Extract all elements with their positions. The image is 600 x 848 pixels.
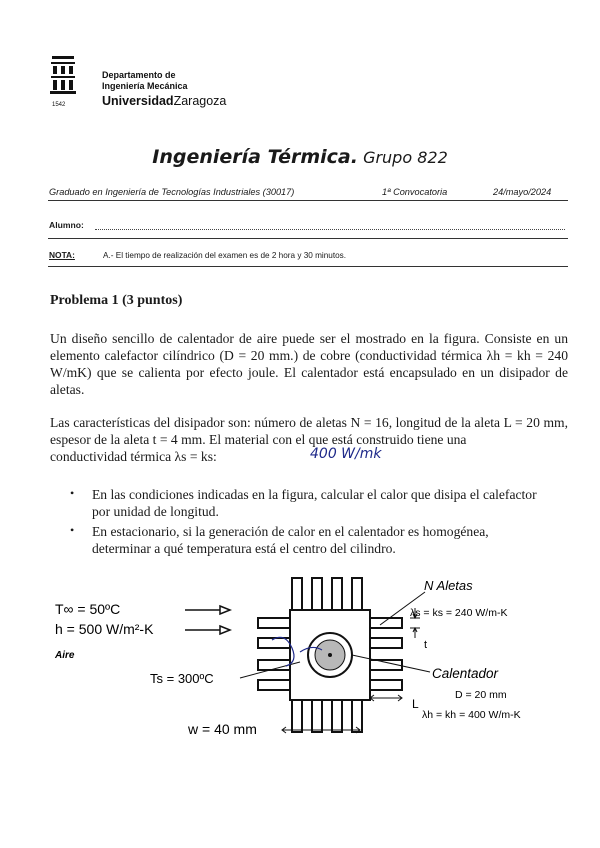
bullet-2-text: En estacionario, si la generación de calor en el calentador es homogénea, determinar a qué temperatura está el centro del cilindro. — [92, 524, 489, 556]
university-logo — [48, 54, 248, 110]
bullet-dot-icon: • — [70, 523, 75, 537]
bullet-dot-icon: • — [70, 486, 75, 500]
exam-title-group: Grupo 822 — [363, 148, 448, 167]
w-label: w = 40 mm — [188, 721, 257, 737]
heat-sink-diagram — [0, 570, 600, 770]
exam-date: 24/mayo/2024 — [493, 187, 552, 197]
ts-label: Ts = 300ºC — [150, 671, 214, 686]
flow-arrows — [185, 606, 230, 634]
bullet-1-text: En las condiciones indicadas en la figura, calcular el calor que disipa el calefactor por unidad de longitud. — [92, 487, 537, 519]
exam-title — [0, 146, 600, 168]
problem-paragraph-2: Las características del disipador son: número de aletas N = 16, longitud de la aleta L = 20 mm, espesor de la aleta t = 4 mm. El material con el que está construido tiene una — [50, 415, 568, 447]
handwritten-marks — [272, 637, 322, 666]
exam-call: 1ª Convocatoria — [382, 187, 448, 197]
air-label: Aire — [55, 650, 75, 661]
bullet-2 — [70, 523, 540, 557]
logo-year: 1542 — [52, 102, 66, 108]
student-label: Alumno: — [49, 220, 84, 230]
university-name-bold: Universidad — [102, 94, 174, 108]
diameter-label: D = 20 mm — [455, 689, 507, 701]
note-text: A.- El tiempo de realización del examen es de 2 hora y 30 minutos. — [103, 251, 347, 260]
heater-center-dot — [328, 653, 332, 657]
note-label: NOTA: — [49, 250, 75, 260]
lambda-h-label: λh = kh = 400 W/m-K — [422, 709, 521, 721]
problem-heading: Problema 1 (3 puntos) — [50, 293, 183, 308]
student-name-field[interactable] — [95, 229, 565, 230]
handwritten-answer: 400 W/mk — [310, 446, 382, 462]
university-name — [102, 94, 226, 108]
department-line-1: Departamento de — [102, 70, 176, 80]
l-label: L — [412, 697, 419, 711]
header-rule-3 — [48, 266, 568, 267]
header-rule-1 — [48, 200, 568, 201]
t-label: t — [424, 639, 428, 651]
exam-title-main: Ingeniería Térmica. — [152, 146, 358, 168]
lambda-s-label: λs = ks = 240 W/m-K — [410, 607, 508, 619]
problem-paragraph-2-end: conductividad térmica λs = ks: — [50, 449, 217, 464]
university-name-light: Zaragoza — [173, 94, 227, 108]
t-inf-label: T∞ = 50ºC — [55, 601, 121, 617]
n-fins-label: N Aletas — [424, 578, 473, 593]
header-rule-2 — [48, 238, 568, 239]
problem-paragraph-1: Un diseño sencillo de calentador de aire puede ser el mostrado en la figura. Consiste en un elemento calefactor cilíndrico (D = 20 mm.) de cobre (conductividad térmica λh = kh = 240 W/mK) que se calienta por efecto joule. El calentador está encapsulado en un disipador de aletas. — [50, 331, 568, 397]
degree-name: Graduado en Ingeniería de Tecnologías Industriales (30017) — [49, 187, 295, 197]
heater-label: Calentador — [432, 666, 499, 681]
department-line-2: Ingeniería Mecánica — [102, 81, 188, 91]
h-label: h = 500 W/m²-K — [55, 621, 154, 637]
bullet-1 — [70, 486, 540, 520]
university-crest-icon — [48, 54, 78, 102]
